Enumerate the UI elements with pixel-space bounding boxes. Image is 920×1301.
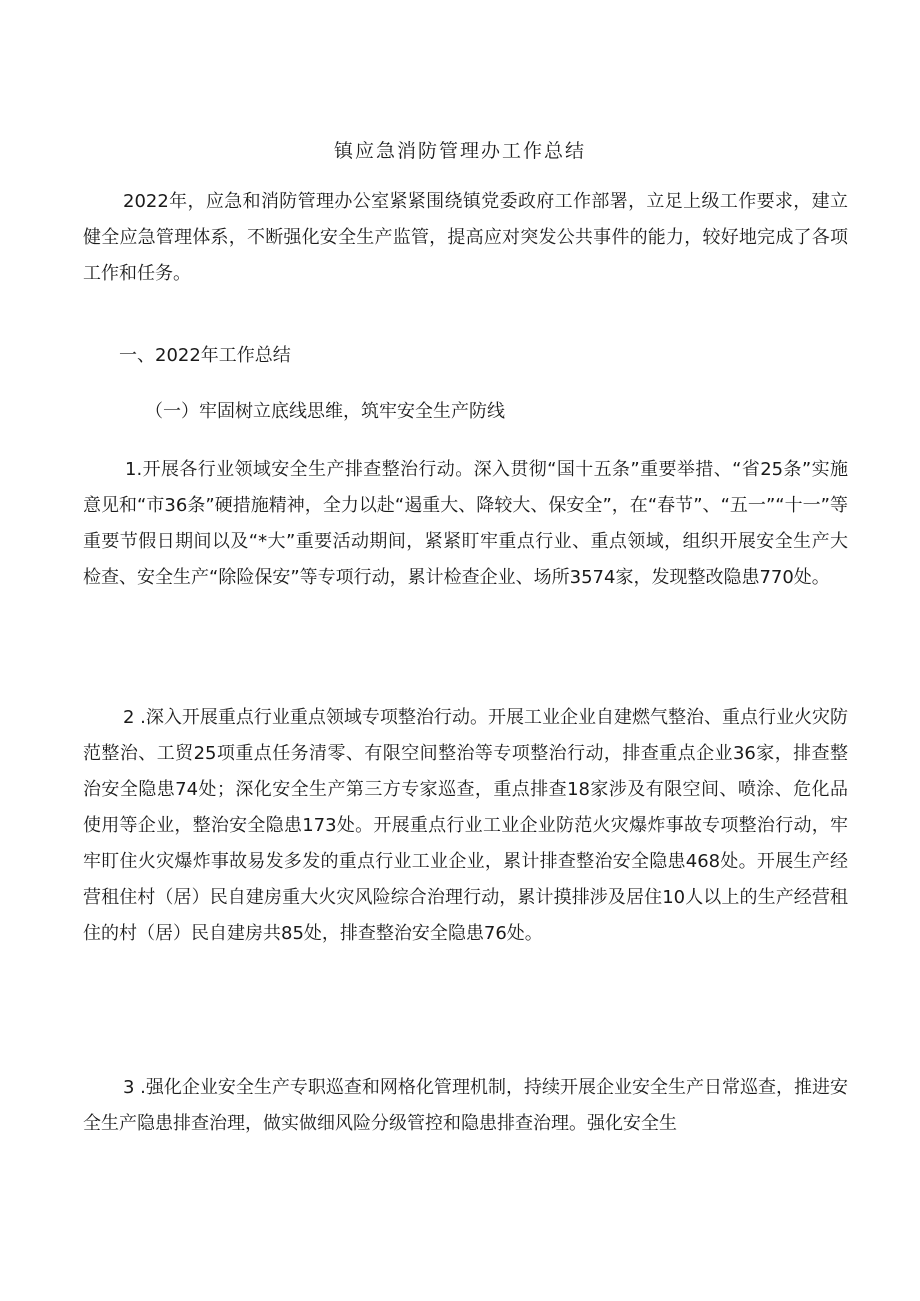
work-item-paragraph: 1.开展各行业领域安全生产排查整治行动。深入贯彻“国十五条”重要举措、“省25条”实施意见和“市36条”硬措施精神，全力以赴“遏重大、降较大、保安全”，在“春节”、“五一”“十一”等重要节假日期间以及“*大”重要活动期间，紧紧盯牢重点行业、重点领域，组织开展安全生产大检查、安全生产“除险保安”等专项行动，累计检查企业、场所3574家，发现整改隐患770处。 [83,459,848,588]
document-title: 镇应急消防管理办工作总结 [333,140,586,162]
work-item-paragraph: 3 .强化企业安全生产专职巡查和网格化管理机制，持续开展企业安全生产日常巡查，推进安全生产隐患排查治理，做实做细风险分级管控和隐患排查治理。强化安全生 [83,1077,848,1134]
work-item-paragraph: 2 .深入开展重点行业重点领域专项整治行动。开展工业企业自建燃气整治、重点行业火灾防范整治、工贸25项重点任务清零、有限空间整治等专项整治行动，排查重点企业36家，排查整治安全隐患74处；深化安全生产第三方专家巡查，重点排查18家涉及有限空间、喷涂、危化品使用等企业，整治安全隐患173处。开展重点行业工业企业防范火灾爆炸事故专项整治行动，牢牢盯住火灾爆炸事故易发多发的重点行业工业企业，累计排查整治安全隐患468处。开展生产经营租住村（居）民自建房重大火灾风险综合治理行动，累计摸排涉及居住10人以上的生产经营租住的村（居）民自建房共85处，排查整治安全隐患76处。 [83,707,848,944]
intro-paragraph: 2022年，应急和消防管理办公室紧紧围绕镇党委政府工作部署，立足上级工作要求，建立健全应急管理体系，不断强化安全生产监管，提高应对突发公共事件的能力，较好地完成了各项工作和任务。 [83,191,848,284]
section-heading: 一、2022年工作总结 [119,345,291,366]
subsection-heading: （一）牢固树立底线思维，筑牢安全生产防线 [145,401,505,422]
